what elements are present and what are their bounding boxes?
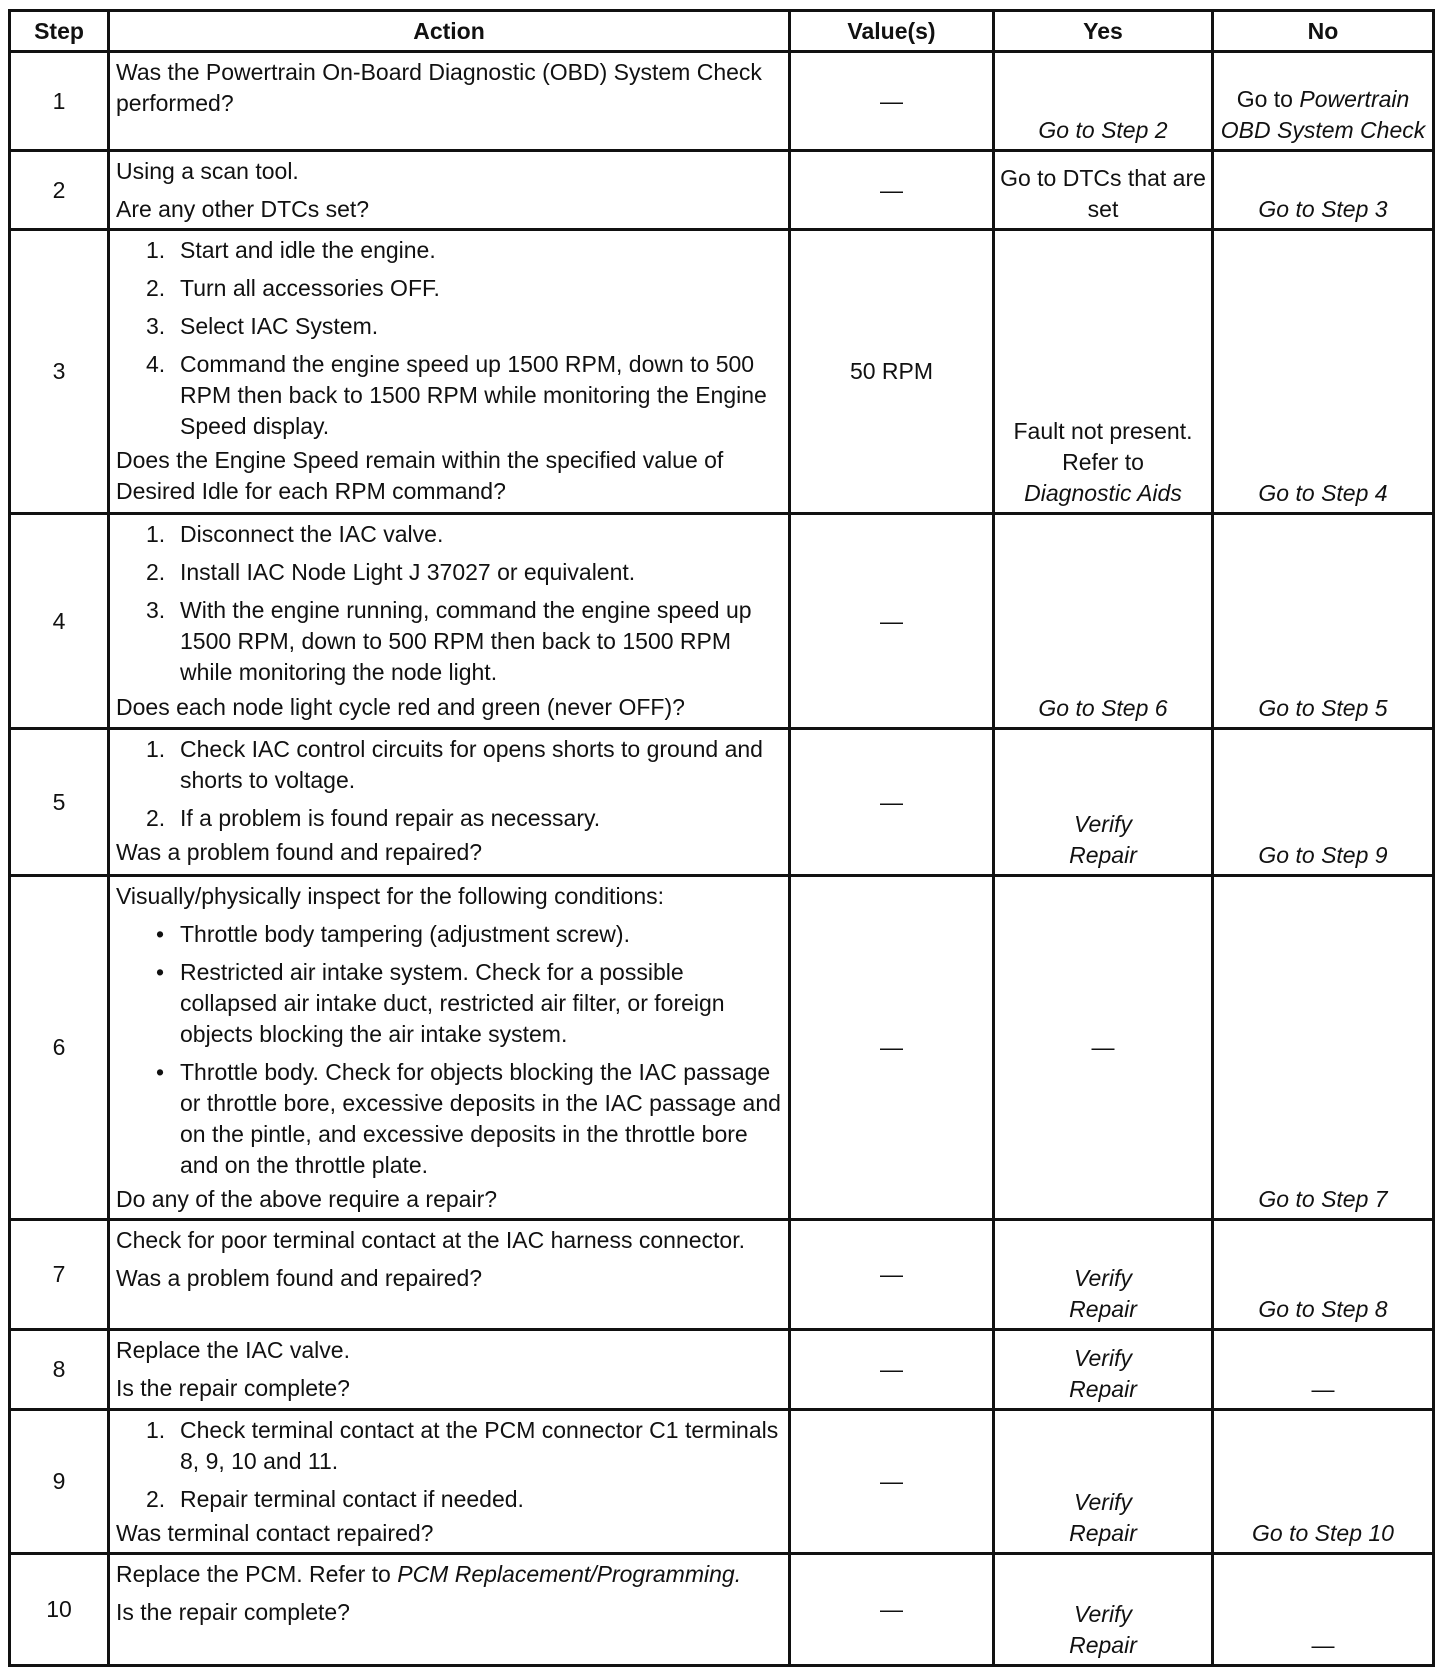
action-text: Using a scan tool. bbox=[116, 158, 299, 184]
no-link: Powertrain OBD System Check bbox=[1220, 86, 1426, 143]
numbered-item: 1. Disconnect the IAC valve. bbox=[146, 521, 444, 547]
yes-cell bbox=[994, 1330, 1213, 1410]
no-cell bbox=[1213, 151, 1434, 230]
no-cell bbox=[1213, 729, 1434, 876]
no-cell bbox=[1213, 514, 1434, 729]
table-row bbox=[10, 1554, 1434, 1666]
value-cell: — bbox=[790, 1330, 994, 1410]
action-text: Was the Powertrain On-Board Diagnostic (OBD) System Check performed? bbox=[116, 59, 762, 116]
no-text: Go to Step 10 bbox=[1252, 1520, 1394, 1546]
table-row bbox=[10, 729, 1434, 876]
yes-line-2: Repair bbox=[1069, 1296, 1137, 1322]
action-link: PCM Replacement/Programming. bbox=[397, 1561, 742, 1587]
action-cell bbox=[109, 1220, 790, 1330]
action-text: Visually/physically inspect for the following conditions: bbox=[116, 883, 665, 909]
yes-cell bbox=[994, 514, 1213, 729]
step-number: 7 bbox=[10, 1220, 109, 1330]
action-cell bbox=[109, 230, 790, 514]
numbered-item: 2. Install IAC Node Light J 37027 or equivalent. bbox=[146, 559, 636, 585]
value-cell: — bbox=[790, 1410, 994, 1554]
yes-line-1: Fault not present. bbox=[1013, 418, 1193, 444]
value-cell: 50 RPM bbox=[790, 230, 994, 514]
yes-cell: — bbox=[994, 876, 1213, 1220]
header-row bbox=[10, 11, 1434, 52]
numbered-item: 4. Command the engine speed up 1500 RPM, down to 500 RPM then back to 1500 RPM while monitoring the Engine Speed display. bbox=[146, 351, 767, 439]
action-question: Was a problem found and repaired? bbox=[116, 839, 483, 865]
no-cell: — bbox=[1213, 1554, 1434, 1666]
header-values: Value(s) bbox=[790, 11, 994, 52]
value-cell: — bbox=[790, 876, 994, 1220]
yes-cell bbox=[994, 230, 1213, 514]
action-question: Was terminal contact repaired? bbox=[116, 1520, 434, 1546]
header-action: Action bbox=[109, 11, 790, 52]
action-question: Are any other DTCs set? bbox=[116, 196, 370, 222]
no-cell bbox=[1213, 230, 1434, 514]
value-cell: — bbox=[790, 1554, 994, 1666]
no-text: Go to Step 9 bbox=[1258, 842, 1388, 868]
yes-line-2: Refer to bbox=[1062, 449, 1144, 475]
bullet-item: • Restricted air intake system. Check for a possible collapsed air intake duct, restricted air filter, or foreign objects blocking the air intake system. bbox=[156, 959, 725, 1047]
yes-cell bbox=[994, 729, 1213, 876]
bullet-item: • Throttle body tampering (adjustment screw). bbox=[156, 921, 630, 947]
numbered-item: 2. Repair terminal contact if needed. bbox=[146, 1486, 524, 1512]
yes-cell bbox=[994, 1410, 1213, 1554]
numbered-item: 1. Check IAC control circuits for opens shorts to ground and shorts to voltage. bbox=[146, 736, 763, 793]
yes-line-1: Verify bbox=[1074, 1489, 1132, 1515]
yes-line-2: Repair bbox=[1069, 1376, 1137, 1402]
numbered-item: 1. Check terminal contact at the PCM connector C1 terminals 8, 9, 10 and 11. bbox=[146, 1417, 779, 1474]
no-cell: — bbox=[1213, 1330, 1434, 1410]
no-cell bbox=[1213, 876, 1434, 1220]
yes-text: Go to Step 2 bbox=[1038, 117, 1168, 143]
action-cell bbox=[109, 151, 790, 230]
table-row bbox=[10, 52, 1434, 151]
action-cell bbox=[109, 52, 790, 151]
numbered-item: 3. Select IAC System. bbox=[146, 313, 379, 339]
diagnostic-table bbox=[8, 9, 1435, 1667]
yes-line-2: Repair bbox=[1069, 842, 1137, 868]
numbered-item: 2. If a problem is found repair as necessary. bbox=[146, 805, 601, 831]
numbered-item: 1. Start and idle the engine. bbox=[146, 237, 436, 263]
diagnostic-table-wrapper bbox=[8, 9, 1432, 1667]
step-number: 8 bbox=[10, 1330, 109, 1410]
action-question: Is the repair complete? bbox=[116, 1375, 350, 1401]
step-number: 4 bbox=[10, 514, 109, 729]
step-number: 10 bbox=[10, 1554, 109, 1666]
value-cell: — bbox=[790, 514, 994, 729]
no-text: Go to Step 4 bbox=[1258, 480, 1388, 506]
yes-cell bbox=[994, 52, 1213, 151]
action-cell bbox=[109, 1554, 790, 1666]
value-cell: — bbox=[790, 1220, 994, 1330]
action-prefix: Replace the PCM. Refer to bbox=[116, 1561, 391, 1587]
table-row bbox=[10, 230, 1434, 514]
value-cell: — bbox=[790, 729, 994, 876]
action-question: Does each node light cycle red and green (never OFF)? bbox=[116, 694, 685, 720]
action-cell bbox=[109, 1330, 790, 1410]
yes-line-1: Verify bbox=[1074, 1265, 1132, 1291]
no-text: Go to Step 3 bbox=[1258, 196, 1388, 222]
step-number: 1 bbox=[10, 52, 109, 151]
table-row bbox=[10, 1410, 1434, 1554]
numbered-item: 2. Turn all accessories OFF. bbox=[146, 275, 440, 301]
action-cell bbox=[109, 514, 790, 729]
action-question: Does the Engine Speed remain within the specified value of Desired Idle for each RPM command? bbox=[116, 447, 724, 504]
no-text: Go to Step 5 bbox=[1258, 695, 1388, 721]
table-row bbox=[10, 1330, 1434, 1410]
yes-text: Go to Step 6 bbox=[1038, 695, 1168, 721]
value-cell: — bbox=[790, 151, 994, 230]
action-text: Check for poor terminal contact at the IAC harness connector. bbox=[116, 1227, 745, 1253]
yes-line-1: Verify bbox=[1074, 1601, 1132, 1627]
yes-cell bbox=[994, 1220, 1213, 1330]
no-text: Go to Step 8 bbox=[1258, 1296, 1388, 1322]
bullet-item: • Throttle body. Check for objects blocking the IAC passage or throttle bore, excessive deposits in the IAC passage and on the pintle, and excessive deposits in the throttle bore and on the throttle plate. bbox=[156, 1059, 781, 1178]
action-question: Was a problem found and repaired? bbox=[116, 1265, 483, 1291]
step-number: 2 bbox=[10, 151, 109, 230]
numbered-item: 3. With the engine running, command the engine speed up 1500 RPM, down to 500 RPM then back to 1500 RPM while monitoring the node light. bbox=[146, 597, 752, 685]
no-cell bbox=[1213, 1220, 1434, 1330]
table-row bbox=[10, 151, 1434, 230]
action-question: Do any of the above require a repair? bbox=[116, 1186, 498, 1212]
yes-cell bbox=[994, 1554, 1213, 1666]
table-row bbox=[10, 876, 1434, 1220]
yes-line-1: Verify bbox=[1074, 811, 1132, 837]
yes-cell: Go to DTCs that are set bbox=[994, 151, 1213, 230]
action-question: Is the repair complete? bbox=[116, 1599, 350, 1625]
header-no: No bbox=[1213, 11, 1434, 52]
yes-line-2: Repair bbox=[1069, 1520, 1137, 1546]
action-cell bbox=[109, 876, 790, 1220]
yes-line-1: Verify bbox=[1074, 1345, 1132, 1371]
action-text: Replace the IAC valve. bbox=[116, 1337, 350, 1363]
step-number: 9 bbox=[10, 1410, 109, 1554]
no-cell bbox=[1213, 52, 1434, 151]
action-text bbox=[116, 1559, 782, 1590]
header-yes: Yes bbox=[994, 11, 1213, 52]
value-cell: — bbox=[790, 52, 994, 151]
yes-line-2: Repair bbox=[1069, 1632, 1137, 1658]
table-row bbox=[10, 1220, 1434, 1330]
action-cell bbox=[109, 1410, 790, 1554]
step-number: 3 bbox=[10, 230, 109, 514]
no-prefix: Go to bbox=[1236, 86, 1293, 112]
action-cell bbox=[109, 729, 790, 876]
header-step: Step bbox=[10, 11, 109, 52]
yes-link: Diagnostic Aids bbox=[1024, 480, 1182, 506]
step-number: 5 bbox=[10, 729, 109, 876]
step-number: 6 bbox=[10, 876, 109, 1220]
no-text: Go to Step 7 bbox=[1258, 1186, 1388, 1212]
no-cell bbox=[1213, 1410, 1434, 1554]
table-row bbox=[10, 514, 1434, 729]
